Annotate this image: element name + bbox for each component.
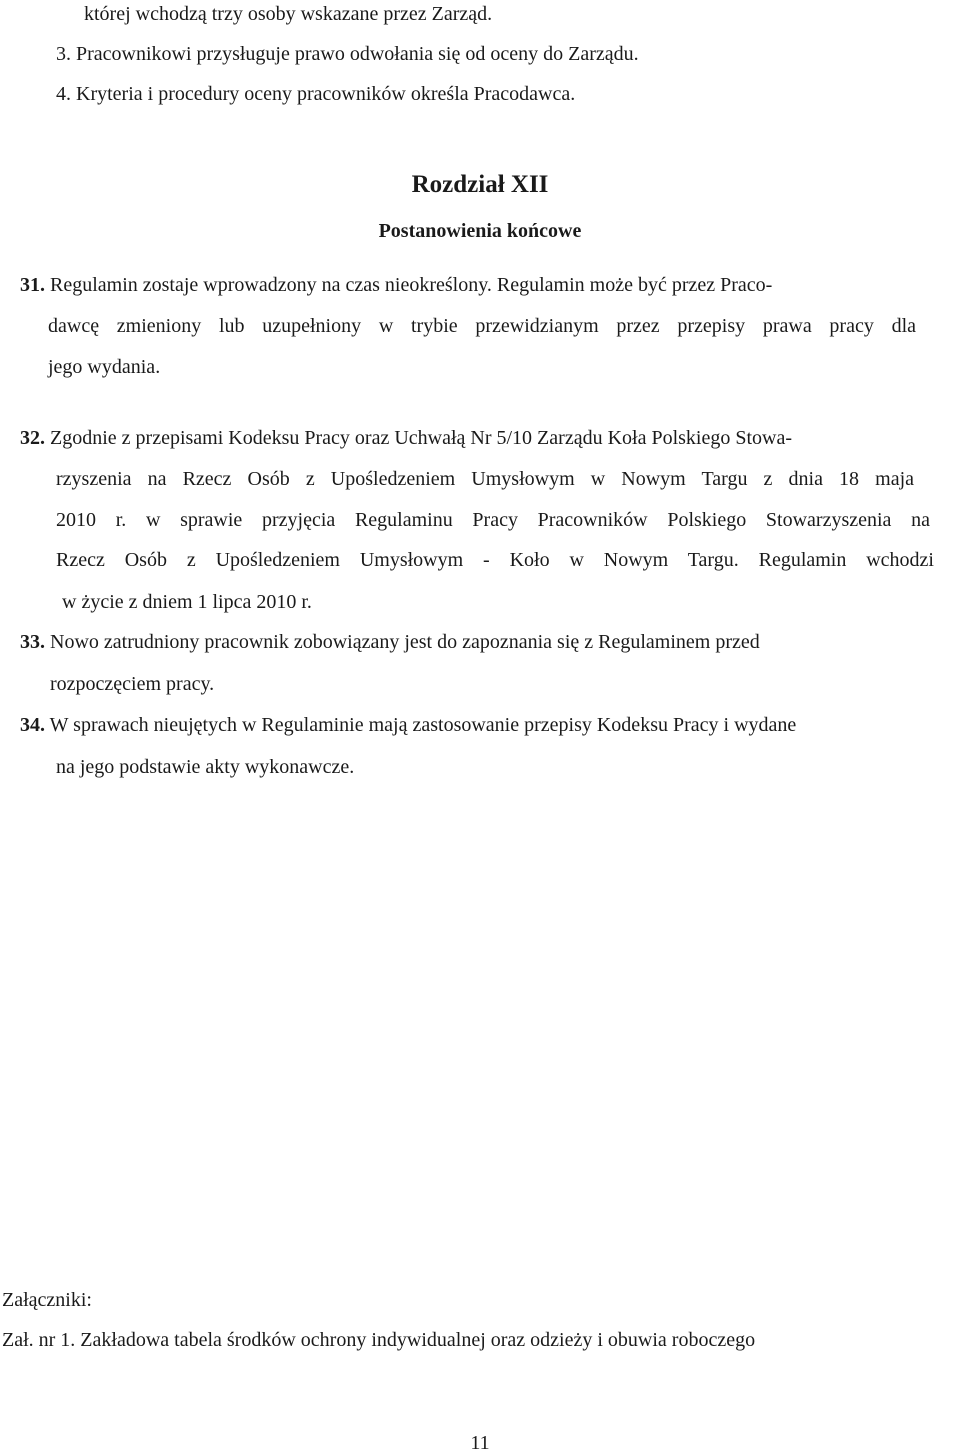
paragraph-31-line-2: dawcę zmieniony lub uzupełniony w trybie przewidzianym przez przepisy prawa pracy dla — [48, 315, 916, 337]
chapter-subtitle: Postanowienia końcowe — [378, 220, 582, 242]
paragraph-number: 34. — [20, 714, 45, 736]
paragraph-number: 31. — [20, 274, 45, 296]
paragraph-33-line-1: 33. Nowo zatrudniony pracownik zobowiązany jest do zapoznania się z Regulaminem przed — [20, 631, 760, 653]
paragraph-32-line-5: w życie z dniem 1 lipca 2010 r. — [62, 591, 312, 613]
page-number: 11 — [470, 1432, 490, 1454]
list-item-text: Pracownikowi przysługuje prawo odwołania się od oceny do Zarządu. — [76, 43, 639, 65]
list-item-text: Kryteria i procedury oceny pracowników określa Pracodawca. — [76, 83, 576, 105]
paragraph-31-line-1: 31. Regulamin zostaje wprowadzony na czas nieokreślony. Regulamin może być przez Praco- — [20, 274, 773, 296]
paragraph-33-line-2: rozpoczęciem pracy. — [50, 673, 215, 695]
chapter-title: Rozdział XII — [411, 171, 549, 198]
attachment-item-1: Zał. nr 1. Zakładowa tabela środków ochrony indywidualnej oraz odzieży i obuwia roboczego — [2, 1329, 756, 1351]
list-item-number: 4. — [56, 83, 71, 105]
list-item-3 — [56, 42, 639, 66]
attachments-heading: Załączniki: — [2, 1289, 92, 1311]
paragraph-32-line-1: 32. Zgodnie z przepisami Kodeksu Pracy oraz Uchwałą Nr 5/10 Zarządu Koła Polskiego Stowa- — [20, 427, 793, 449]
paragraph-32-line-4: Rzecz Osób z Upośledzeniem Umysłowym - Koło w Nowym Targu. Regulamin wchodzi — [56, 549, 934, 571]
paragraph-32-line-2: rzyszenia na Rzecz Osób z Upośledzeniem Umysłowym w Nowym Targu z dnia 18 maja — [56, 468, 914, 490]
paragraph-number: 32. — [20, 427, 45, 449]
paragraph-number: 33. — [20, 631, 45, 653]
list-item-number: 3. — [56, 43, 71, 65]
paragraph-32-line-3: 2010 r. w sprawie przyjęcia Regulaminu Pracy Pracowników Polskiego Stowarzyszenia na — [56, 509, 930, 531]
paragraph-34-line-1: 34. W sprawach nieujętych w Regulaminie mają zastosowanie przepisy Kodeksu Pracy i wydane — [20, 714, 797, 736]
intro-line: której wchodzą trzy osoby wskazane przez Zarząd. — [84, 3, 493, 25]
list-item-4 — [56, 82, 575, 106]
paragraph-34-line-2: na jego podstawie akty wykonawcze. — [56, 756, 355, 778]
paragraph-31-line-3: jego wydania. — [48, 356, 161, 378]
